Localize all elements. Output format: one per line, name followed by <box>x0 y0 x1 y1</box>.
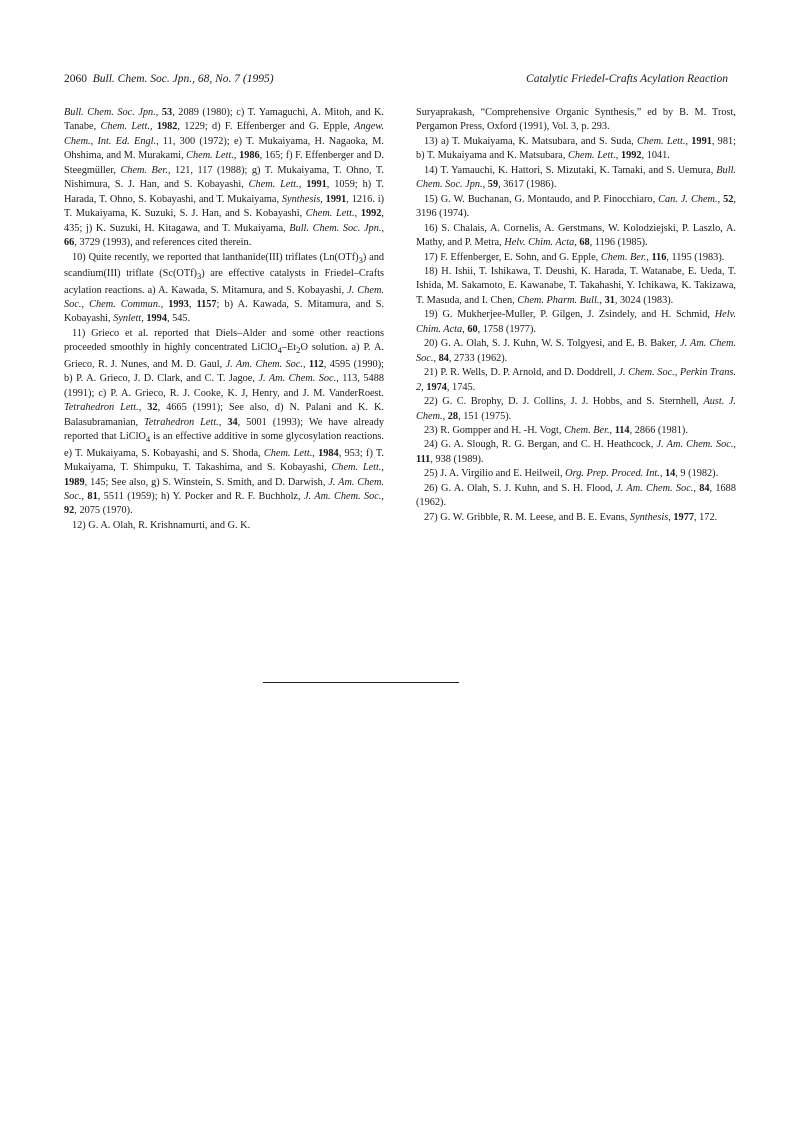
reference-entry: Suryaprakash, “Comprehensive Organic Synthesis,” ed by B. M. Trost, Pergamon Press, Oxford (1991), Vol. 3, p. 293. <box>416 107 736 133</box>
reference-entry: 14) T. Yamauchi, K. Hattori, S. Mizutaki, K. Tamaki, and S. Uemura, Bull. Chem. Soc. Jpn., 59, 3617 (1986). <box>416 164 736 191</box>
reference-entry: 22) G. C. Brophy, D. J. Collins, J. J. Hobbs, and S. Sternhell, Aust. J. Chem., 28, 151 (1975). <box>416 396 736 422</box>
running-title: Catalytic Friedel-Crafts Acylation Reaction <box>526 73 728 85</box>
page-header <box>64 73 728 89</box>
reference-entry: 26) G. A. Olah, S. J. Kuhn, and S. H. Flood, J. Am. Chem. Soc., 84, 1688 (1962). <box>416 482 736 509</box>
reference-entry: 13) a) T. Mukaiyama, K. Matsubara, and S. Suda, Chem. Lett., 1991, 981; b) T. Mukaiyama and K. Matsubara, Chem. Lett., 1992, 1041. <box>416 135 736 162</box>
reference-entry: 20) G. A. Olah, S. J. Kuhn, W. S. Tolgyesi, and E. B. Baker, J. Am. Chem. Soc., 84, 2733 (1962). <box>416 338 736 364</box>
reference-entry: 23) R. Gompper and H. -H. Vogt, Chem. Ber., 114, 2866 (1981). <box>424 424 688 436</box>
reference-entry: 12) G. A. Olah, R. Krishnamurti, and G. K. <box>72 519 251 531</box>
reference-entry: 10) Quite recently, we reported that lanthanide(III) triflates $(Ln(OTf)_3)$ and scandium(III) triflate $(Sc(OTf)_3)$ are effective catalysts in Friedel–Crafts acylation reactions. a) A. Kawada, S. Mitamura, and S. Kobayashi, J. Chem. Soc., Chem. Commun., 1993, 1157; b) A. Kawada, S. Mitamura, and S. Kobayashi, Synlett, 1994, 545. <box>64 251 385 325</box>
reference-entry: 24) G. A. Slough, R. G. Bergan, and C. H. Heathcock, J. Am. Chem. Soc., 111, 938 (1989). <box>416 439 736 465</box>
reference-entry: 19) G. Mukherjee-Muller, P. Gilgen, J. Zsindely, and H. Schmid, Helv. Chim. Acta, 60, 1758 (1977). <box>416 309 736 335</box>
reference-entry: 15) G. W. Buchanan, G. Montaudo, and P. Finocchiaro, Can. J. Chem., 52, 3196 (1974). <box>416 193 736 220</box>
left-column <box>64 106 384 533</box>
reference-entry: 11) Grieco et al. reported that Diels–Alder and some other reactions proceeded smoothly in highly concentrated $LiClO_4-Et_2O$ solution. a) P. A. Grieco, R. J. Nunes, and M. D. Gaul, J. Am. Chem. Soc., 112, 4595 (1990); b) P. A. Grieco, J. D. Clark, and C. T. Jagoe, J. Am. Chem. Soc., 113, 5488 (1991); c) P. A. Grieco, R. J. Cooke, K. J, Henry, and J. M. VanderRoest. Tetrahedron Lett., 32, 4665 (1991); See also, d) N. Palani and K. K. Balasubramanian, Tetrahedron Lett., 34, 5001 (1993); We have already reported that LiClO$_4$ is an effective additive in some glycosylation reactions. e) T. Mukaiyama, S. Kobayashi, and S. Shoda, Chem. Lett., 1984, 953; f) T. Mukaiyama, T. Shimpuku, T. Takashima, and S. Kobayashi, Chem. Lett., 1989, 145; See also, g) S. Winstein, S. Smith, and D. Darwish, J. Am. Chem. Soc., 81, 5511 (1959); h) Y. Pocker and R. F. Buchholz, J. Am. Chem. Soc., 92, 2075 (1970). <box>64 327 385 517</box>
reference-entry: 25) J. A. Virgilio and E. Heilweil, Org. Prep. Proced. Int., 14, 9 (1982). <box>424 468 719 480</box>
reference-entry: 27) G. W. Gribble, R. M. Leese, and B. E. Evans, Synthesis, 1977, 172. <box>424 511 718 523</box>
reference-entry: 18) H. Ishii, T. Ishikawa, T. Deushi, K. Harada, T. Watanabe, E. Ueda, T. Ishida, M. Sakamoto, E. Kawanabe, T. Takahashi, Y. Ichikawa, K. Takizawa, T. Masuda, and I. Chen, Chem. Pharm. Bull., 31, 3024 (1983). <box>416 265 736 306</box>
reference-entry: Bull. Chem. Soc. Jpn., 53, 2089 (1980); c) T. Yamaguchi, A. Mitoh, and K. Tanabe, Chem. Lett., 1982, 1229; d) F. Effenberger and G. Epple, Angew. Chem., Int. Ed. Engl., 11, 300 (1972); e) T. Mukaiyama, H. Nagaoka, M. Ohshima, and M. Murakami, Chem. Lett., 1986, 165; f) F. Effenberger and D. Steegmüller, Chem. Ber., 121, 117 (1988); g) T. Mukaiyama, T. Ohno, T. Nishimura, S. J. Han, and S. Kobayashi, Chem. Lett., 1991, 1059; h) T. Harada, T. Ohno, S. Kobayashi, and T. Mukaiyama, Synthesis, 1991, 1216. i) T. Mukaiyama, K. Suzuki, S. J. Han, and S. Kobayashi, Chem. Lett., 1992, 435; j) K. Suzuki, H. Kitagawa, and T. Mukaiyama, Bull. Chem. Soc. Jpn., 66, 3729 (1993), and references cited therein. <box>64 107 385 249</box>
reference-entry: 17) F. Effenberger, E. Sohn, and G. Epple, Chem. Ber., 116, 1195 (1983). <box>424 251 725 263</box>
reference-entry: 21) P. R. Wells, D. P. Arnold, and D. Doddrell, J. Chem. Soc., Perkin Trans. 2, 1974, 1745. <box>416 367 736 393</box>
header-left <box>64 73 274 85</box>
page-number: 2060 <box>64 73 87 85</box>
reference-entry: 16) S. Chalais, A. Cornelis, A. Gerstmans, W. Kolodziejski, P. Laszlo, A. Mathy, and P. Metra, Helv. Chim. Acta, 68, 1196 (1985). <box>416 222 736 249</box>
journal-citation: Bull. Chem. Soc. Jpn., 68, No. 7 (1995) <box>92 73 274 85</box>
right-column <box>416 106 736 525</box>
end-rule <box>263 682 459 683</box>
